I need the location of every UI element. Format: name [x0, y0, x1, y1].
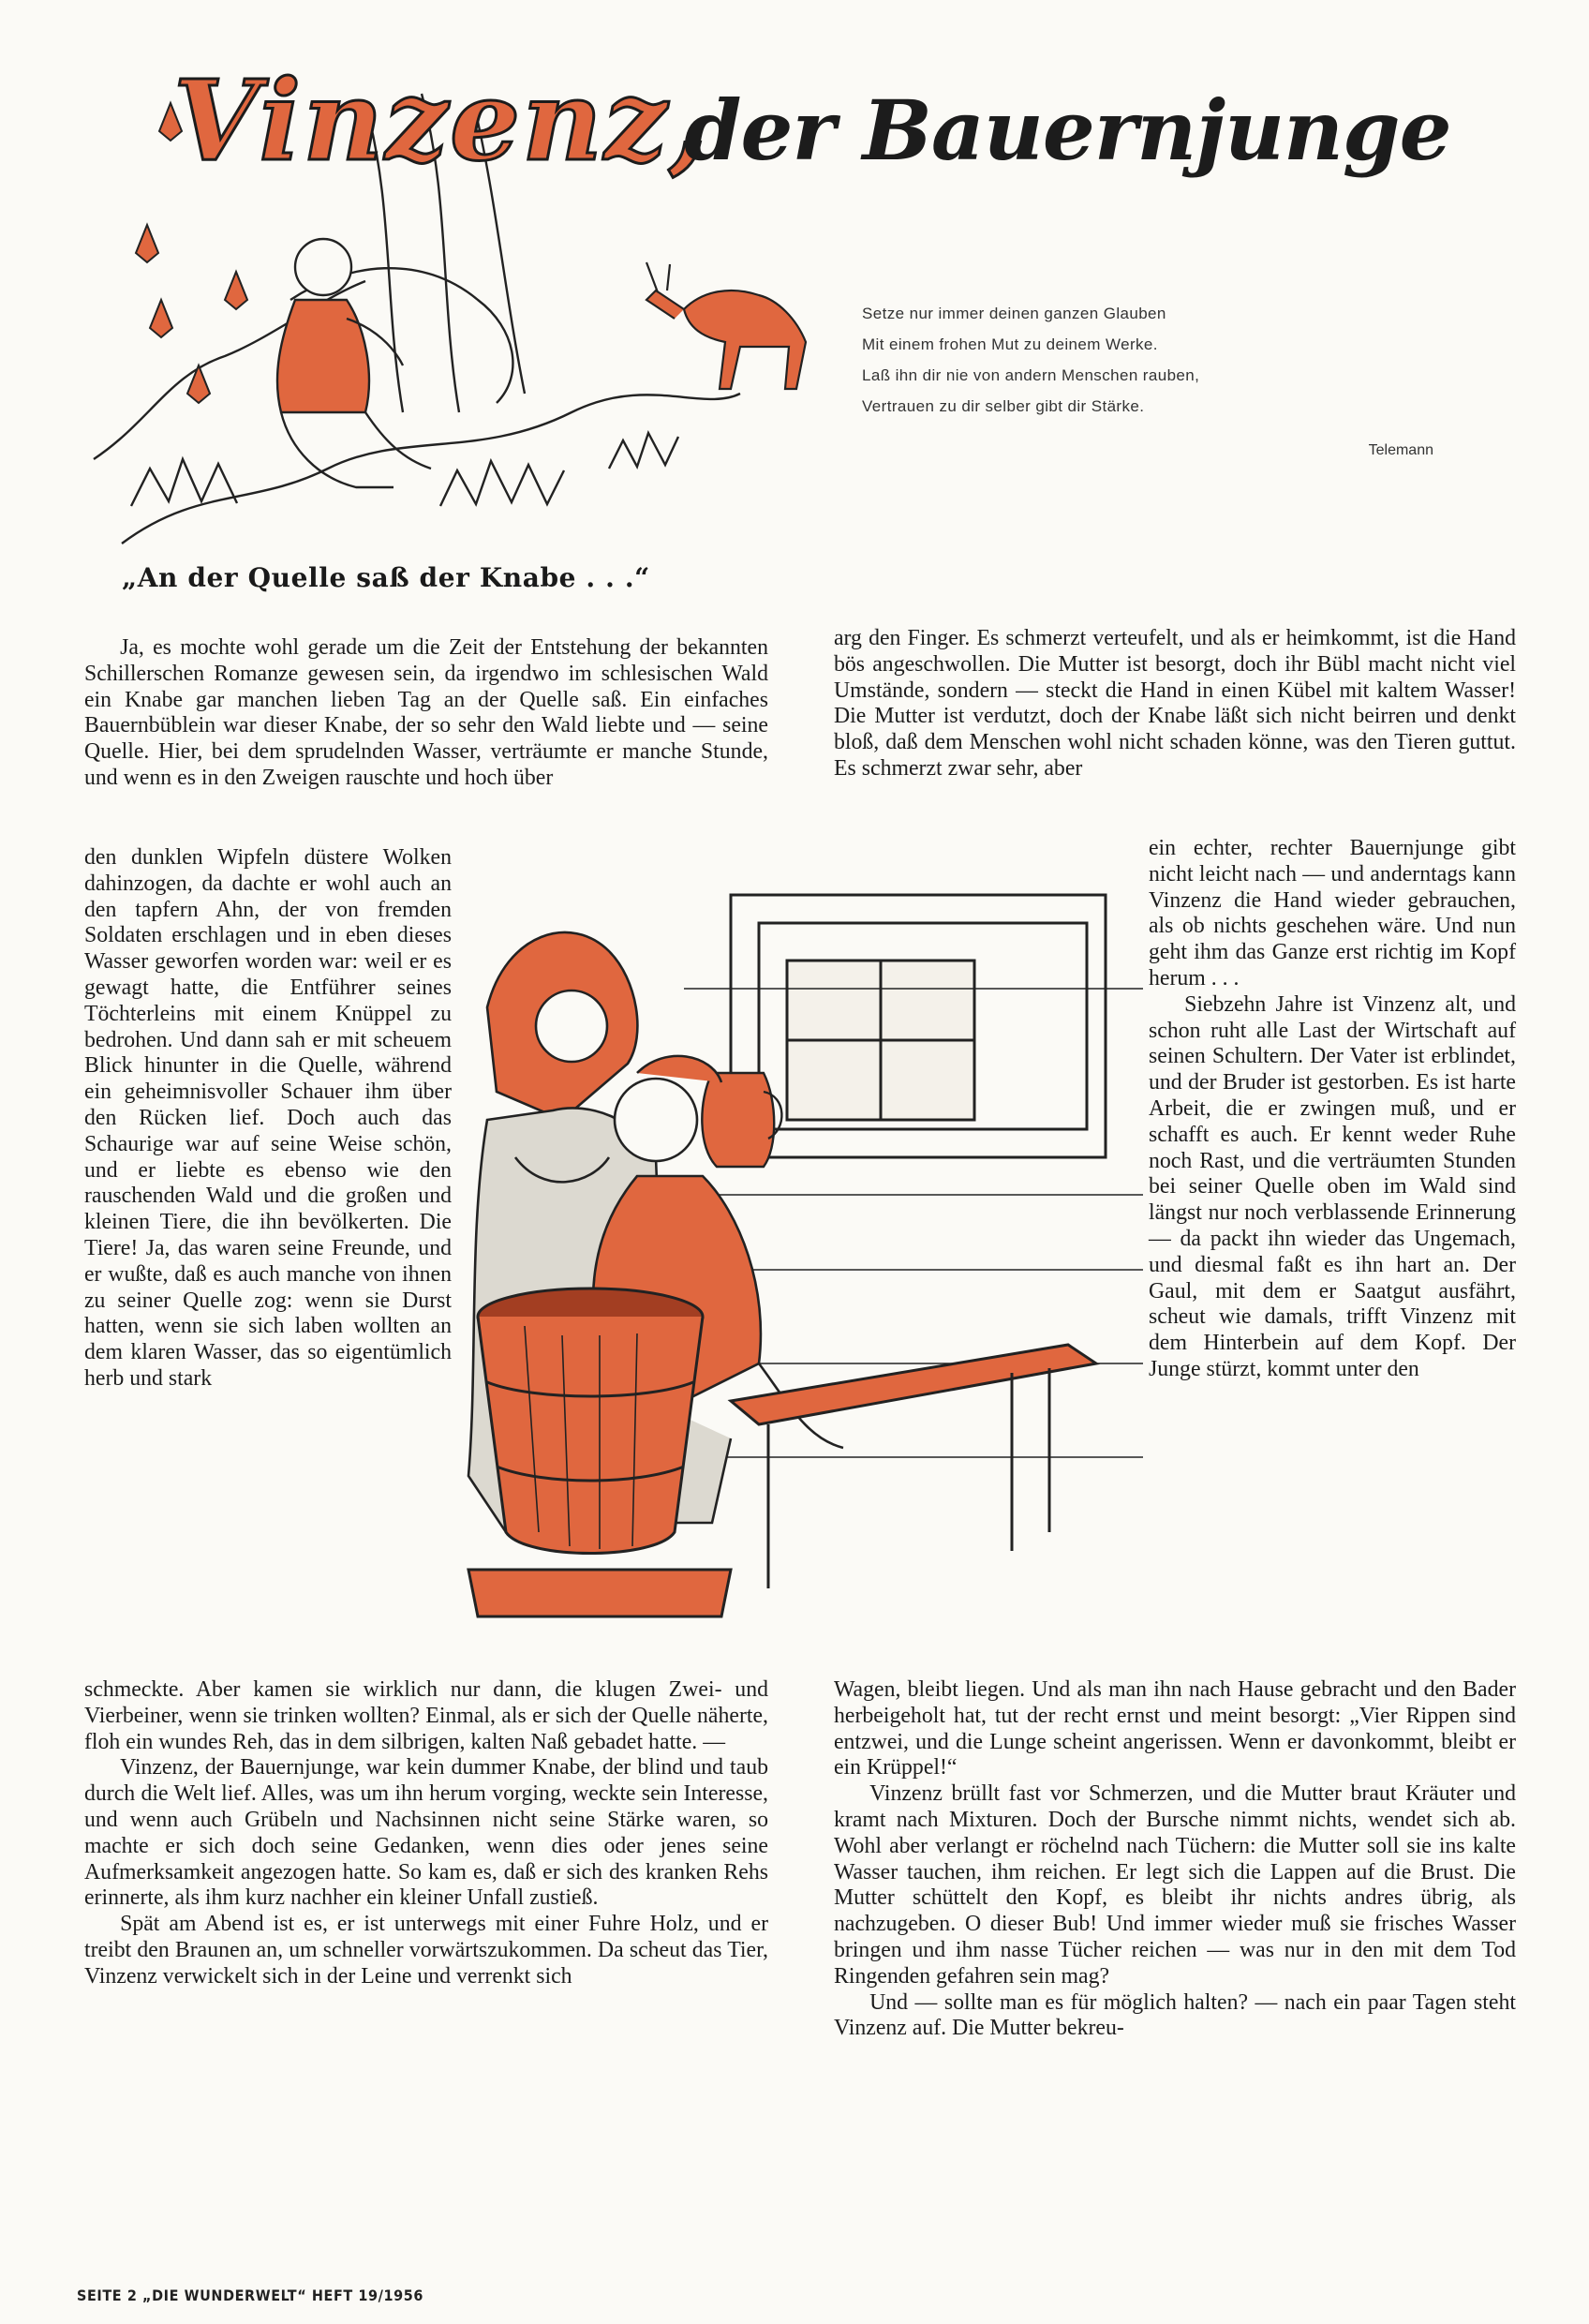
article-column-left-bottom: [84, 1677, 768, 1990]
article-paragraph: schmeckte. Aber kamen sie wirklich nur dann, die klugen Zwei- und Vierbeiner, wenn sie trinken wollten? Einmal, als er sich der Quelle näherte, floh ein wundes Reh, das in dem silbrigen, kalten Naß gebadet hatte. —: [84, 1677, 768, 1754]
image-caption: „An der Quelle saß der Knabe . . .“: [122, 562, 650, 593]
article-column-left-top: [84, 635, 768, 792]
article-paragraph: Vinzenz, der Bauernjunge, war kein dummer Knabe, der blind und taub durch die Welt lief. Alles, was um ihn herum vorging, weckte sein Interesse, und wenn auch Grübeln und Nachsinnen nicht seine Stärke waren, so machte er sich doch seine Gedanken, wenn dies oder jenes seine Aufmerksamkeit angezogen hatte. So kam es, daß er sich des kranken Rehs erinnerte, als ihm kurz nachher ein kleiner Unfall zustieß.: [84, 1755, 768, 1911]
article-paragraph: Vinzenz brüllt fast vor Schmerzen, und die Mutter braut Kräuter und kramt nach Mixturen. Doch der Bursche nimmt nichts, wendet sich ab. Wohl aber verlangt er röchelnd nach Tüchern: die Mutter soll sie ins kalte Wasser tauchen, ihm reichen. Er legt sich die Lappen auf die Brust. Die Mutter schüttelt den Kopf, es bleibt ihr nichts andres übrig, als nachzugeben. O dieser Bub! Und immer wieder muß sie frisches Wasser bringen und ihm nasse Tücher reichen — was nur in den mit dem Tod Ringenden gefahren sein mag?: [834, 1781, 1516, 1989]
article-paragraph: Ja, es mochte wohl gerade um die Zeit der Entstehung der bekannten Schillerschen Romanze gewesen sein, da irgendwo im schlesischen Wald ein Knabe gar manchen lieben Tag an der Quelle saß. Ein einfaches Bauernbüblein war dieser Knabe, der so sehr den Wald liebte und — seine Quelle. Hier, bei dem sprudelnden Wasser, verträumte er manche Stunde, und wenn es in den Zweigen rauschte und hoch über: [84, 635, 768, 790]
motto-line: Vertrauen zu dir selber gibt dir Stärke.: [862, 397, 1145, 415]
motto-line: Laß ihn dir nie von andern Menschen rauben,: [862, 366, 1200, 384]
article-paragraph: Spät am Abend ist es, er ist unterwegs mit einer Fuhre Holz, und er treibt den Braunen an, um schneller vorwärtszukommen. Da scheut das Tier, Vinzenz verwickelt sich in der Leine und verrenkt sich: [84, 1912, 768, 1989]
article-column-right-top: [834, 626, 1516, 782]
article-column-right-bottom: [834, 1677, 1516, 2042]
motto-author: Telemann: [1368, 442, 1433, 458]
bucket-illustration: [450, 876, 1143, 1682]
motto-line: Setze nur immer deinen ganzen Glauben: [862, 305, 1166, 322]
article-paragraph: Wagen, bleibt liegen. Und als man ihn nach Hause gebracht und den Bader herbeigeholt hat, tut der recht ernst und meint besorgt: „Vier Rippen sind entzwei, und die Lunge scheint angerissen. Wenn er davonkommt, bleibt er ein Krüppel!“: [834, 1677, 1516, 1780]
motto-line: Mit einem frohen Mut zu deinem Werke.: [862, 335, 1158, 353]
title-sub: der Bauernjunge: [684, 82, 1451, 179]
article-column-left-narrow: [84, 845, 452, 1393]
boy-figure: [277, 239, 431, 487]
page-footer: SEITE 2 „DIE WUNDERWELT“ HEFT 19/1956: [77, 2287, 423, 2304]
bench: [731, 1345, 1096, 1588]
article-paragraph: Siebzehn Jahre ist Vinzenz alt, und schon ruht alle Last der Wirtschaft auf seinen Schultern. Der Vater ist erblindet, und der Bruder ist gestorben. Es ist harte Arbeit, die er zwingen muß, und er schafft es auch. Er kennt weder Ruhe noch Rast, und die verträumten Stunden bei seiner Quelle oben im Wald sind längst nur noch verblassende Erinnerung — da packt ihn wieder das Ungemach, und diesmal faßt es ihn hart an. Der Gaul, mit dem er Saatgut ausfährt, scheut wie damals, trifft Vinzenz mit dem Hinterbein auf dem Kopf. Der Junge stürzt, kommt unter den: [1149, 991, 1516, 1381]
motto-verse: [862, 298, 1462, 466]
article-paragraph: arg den Finger. Es schmerzt verteufelt, und als er heimkommt, ist die Hand bös angeschwollen. Die Mutter ist besorgt, doch ihr Bübl macht nicht viel Umstände, sondern — steckt die Hand in einen Kübel mit kaltem Wasser! Die Mutter ist verdutzt, doch der Knabe läßt sich nicht beirren und denkt bloß, daß dem Menschen wohl nicht schaden könne, was den Tieren guttut. Es schmerzt zwar sehr, aber: [834, 626, 1516, 781]
article-column-right-narrow: [1149, 836, 1516, 1383]
article-paragraph: den dunklen Wipfeln düstere Wolken dahinzogen, da dachte er wohl auch an den tapfern Ahn, der von fremden Soldaten erschlagen und in eben dieses Wasser geworfen worden war: weil er es gewagt hatte, die Entführer seines Töchterleins mit einem Knüppel zu bedrohen. Und dann sah er mit scheuem Blick hinunter in die Quelle, während ein geheimnisvoller Schauer ihm über den Rücken lief. Doch auch das Schaurige war auf seine Weise schön, und er liebte es ebenso wie den rauschenden Wald und die großen und kleinen Tiere, die ihn bevölkerten. Die Tiere! Ja, das waren seine Freunde, und er wußte, daß es auch manche von ihnen zu seiner Quelle zog: wenn sie Durst hatten, wenn sie sich laben wollten an dem klaren Wasser, das so eigentümlich herb und stark: [84, 845, 452, 1391]
deer-figure: [646, 262, 806, 389]
title-illustration: [84, 19, 1508, 562]
title-main: Vinzenz,: [173, 55, 710, 186]
jug: [702, 1073, 781, 1167]
article-paragraph: Und — sollte man es für möglich halten? — nach ein paar Tagen steht Vinzenz auf. Die Mutter bekreu-: [834, 1989, 1516, 2041]
article-paragraph: ein echter, rechter Bauernjunge gibt nicht leicht nach — und anderntags kann Vinzenz die Hand wieder gebrauchen, als ob nichts geschehen wäre. Und nun geht ihm das Ganze erst richtig im Kopf herum . . .: [1149, 836, 1516, 991]
